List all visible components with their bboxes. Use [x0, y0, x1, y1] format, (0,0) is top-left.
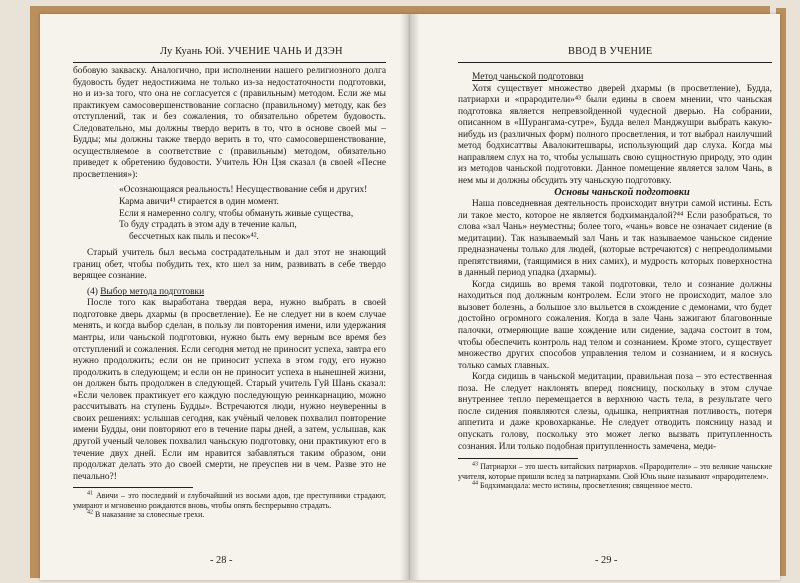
footnote [458, 462, 772, 481]
verse-line: бессчетных как пыль и песок»⁴². [129, 231, 259, 242]
footnote-rule [458, 458, 578, 459]
section-heading: Основы чаньской подготовки [554, 187, 690, 199]
right-page [410, 14, 780, 580]
section-number: (4) [87, 286, 101, 297]
page-number-left: - 28 - [210, 555, 233, 566]
right-page-body [458, 66, 772, 491]
verse-line: То буду страдать в этом аду в течение кальп, [119, 220, 297, 231]
subsection-title: Метод чаньской подготовки [472, 72, 584, 82]
paragraph: Когда сидишь во время такой подготовки, тело и сознание должны находиться под должным контролем. Если этого не происходит, малое зло вызовет болезнь, а большое зло выльется в схождение с демонами, что будет достойно огромного сожаления. Когда в зале Чань зажигают благовонные палочки, отмеряющие ваше хождение или сидение, задача состоит в том, чтобы обеспечить контроль над телом и сознанием. Кроме этого, существует множество других способов управления телом и сознанием, и я коснусь только самых главных. [458, 279, 772, 371]
verse-line: Карма авичи⁴¹ стирается в один момент. [119, 197, 279, 208]
verse-quote [73, 185, 386, 243]
section-heading [73, 287, 386, 299]
book-gutter [400, 14, 420, 580]
footnote-text: Патриархи – это шесть китайских патриархов. «Прародители» – это великие чаньские учителя, которые пришли вслед за патриархами. Сюй Юнь ныне называют «прародителем». [458, 462, 772, 481]
page-number-right: - 29 - [595, 555, 618, 566]
verse-line: Если я намеренно солгу, чтобы обмануть живые существа, [119, 208, 354, 219]
footnote-number: 42 [87, 509, 93, 516]
footnote [73, 491, 386, 510]
running-head-right: ВВОД В УЧЕНИЕ [568, 46, 653, 57]
book-cover-left [30, 8, 40, 578]
paragraph: Когда сидишь в чаньской медитации, правильная поза – это естественная поза. Не следует наклонять вперед поясницу, поскольку в этом случае внутреннее тепло перемещается в верхнюю часть тела, в результате чего после сидения появляются слезы, одышка, неприятная потливость, потеря аппетита и даже кровохарканье. Не следует отводить поясницу назад и опускать голову, поскольку это может легко вызвать притупленность сознания. Или только подобная притупленность замечена, меди- [458, 372, 772, 452]
paragraph: бобовую закваску. Аналогично, при исполнении нашего религиозного долга будовость будет недостижима не только из-за недостаточности подготовки, но и из-за того, что она не согласуется с (правильным) методом. Если же мы практикуем самосовершенствование согласно (правильному) методу, как без отступлений, так и без сожаления, то обязательно обретем будовость. Следовательно, мы должны твердо верить в то, что в основе своей мы – Будды; мы должны также твердо верить в то, что самосовершенствование, осуществляемое в соответствие с (правильным) методом, обязательно приведет к обретению будовости. Учитель Юн Цзя сказал (в своей «Песне просветления»): [73, 66, 386, 180]
paragraph: Наша повседневная деятельность происходит внутри самой истины. Есть ли такое место, которое не является бодхимандалой?⁴⁴ Если разобраться, то слова «зал Чань» неуместны; более того, «чань» вовсе не означает сидение (в медитации). Так называемый зал Чань и так называемое чаньское сидение предназначены только для людей, (которые встречаются) с непреодолимыми препятствиями, (таящимися в них самих), и мудрость которых поверхностна в данный период упадка (дхармы). [458, 199, 772, 279]
paragraph: Хотя существует множество дверей дхармы (в просветление), Будда, патриархи и «прародители»⁴³ были едины в своем мнении, что чаньская подготовка является непревзойденной чудесной дверью. На собрании, описанном в «Шурангама-сутре», Будда велел Манджушри выбрать какую-нибудь из (различных форм) полного просветления, и тот выбрал наилучший метод бодхисаттвы Авалокитешвары, использующий дар слуха. Когда мы направляем слух на то, чтобы услышать свою сущностную природу, это один из методов чаньской подготовки. Данное помещение является залом Чань, в нем мы и должны обсудить эту чаньскую подготовку. [458, 83, 772, 186]
verse-line: «Осознающаяся реальность! Несуществование себя и других! [119, 185, 368, 196]
footnote [458, 481, 772, 491]
subsection-heading [458, 72, 772, 84]
left-page [40, 14, 410, 580]
footnote-text: Бодхимандала: место истины, просветления; священное место. [479, 481, 693, 491]
paragraph: После того как выработана твердая вера, нужно выбрать в своей подготовке дверь дхармы (в просветление). Ее не следует ни в коем случае менять, и когда выбор сделан, в пользу ли повторения имени, или удержания мантры, или чаньской подготовки, нужно быть ему верным все время без отступлений и сожаления. Если сегодня метод не приносит успеха, завтра его нужно продолжить; если он не приносит успеха в этом году, его нужно продолжить в следующем; и если он не приносит успеха в нынешней жизни, он должен быть продолжен в следующей. Старый учитель Гуй Шань сказал: «Если человек практикует его каждую последующую реинкарнацию, можно рассчитывать на ступень Будды». Встречаются люди, нужно неуверенны в своих решениях: услышав сегодня, как учёный человек похвалил повторение имени Будды, они повторяют его в течение пары дней, а затем, услышав, как другой ученый человек похвалил чаньскую подготовку, они практикуют его в течение двух дней. Если им нравится забавляться таким образом, они продолжат делать это до своей смерти, не преуспев ни в чем. Разве это не печально?! [73, 298, 386, 482]
footnote-text: В наказание за словесные грехи. [94, 510, 205, 520]
footnote-text: Авичи – это последний и глубочайший из восьми адов, где преступники страдают, умирают и мгновенно рождаются вновь, чтобы опять беспрерывно страдать. [73, 491, 386, 510]
running-head-left: Лу Куань Юй. УЧЕНИЕ ЧАНЬ И ДЗЭН [160, 46, 343, 57]
footnote [73, 510, 386, 520]
footnote-number: 43 [472, 461, 478, 468]
paragraph: Старый учитель был весьма сострадательным и дал этот не знающий границ обет, чтобы побудить тех, кто шел за ним, развивать в себе твердо верящее сознание. [73, 248, 386, 282]
footnote-number: 41 [87, 490, 93, 497]
footnote-rule [73, 487, 193, 488]
footnote-number: 44 [472, 480, 478, 487]
header-rule-left [73, 62, 386, 63]
left-page-body [73, 66, 386, 520]
section-title: Выбор метода подготовки [100, 286, 205, 297]
header-rule-right [458, 62, 772, 63]
